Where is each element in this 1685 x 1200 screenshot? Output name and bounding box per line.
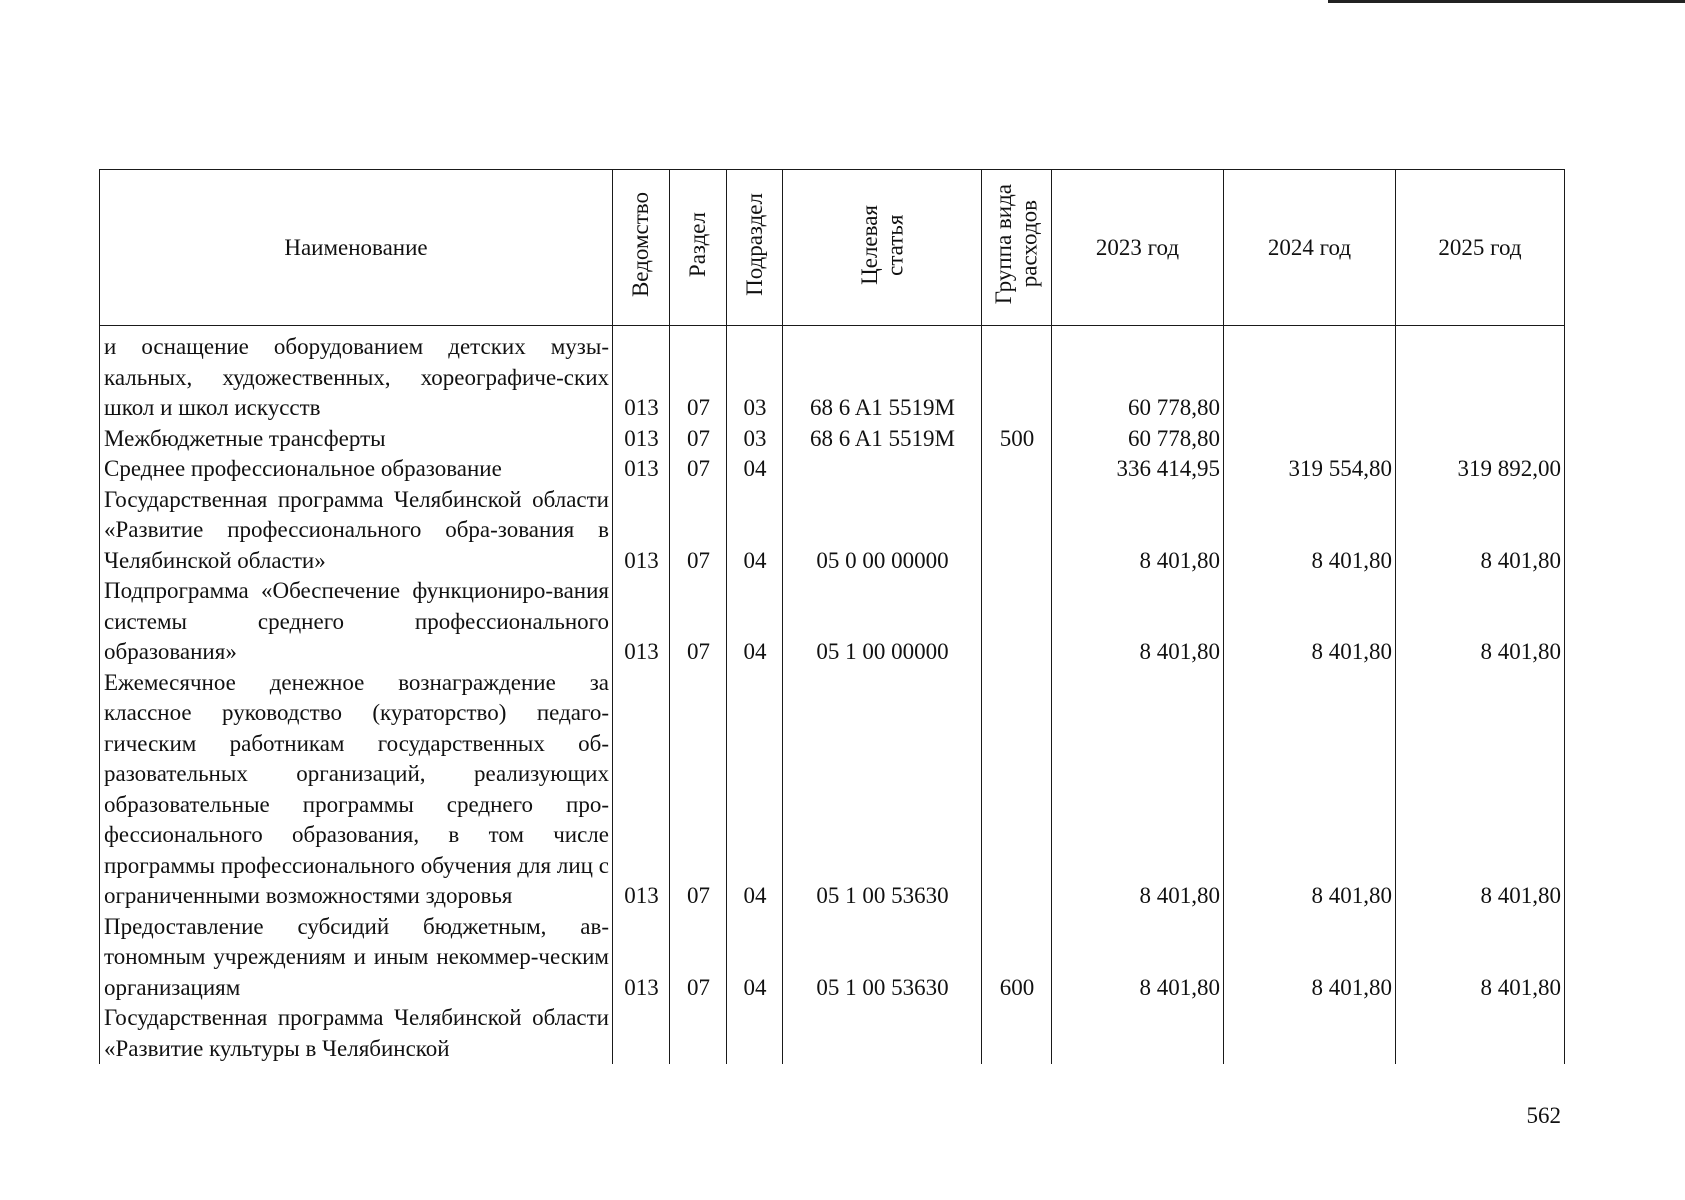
row-celevaya: 05 0 00 00000	[783, 485, 982, 577]
row-razdel: 07	[670, 668, 727, 912]
row-celevaya: 68 6 A1 5519M	[783, 326, 982, 424]
row-vedomstvo: 013	[613, 485, 670, 577]
row-gruppa	[982, 576, 1052, 668]
row-2024: 8 401,80	[1224, 485, 1396, 577]
row-razdel: 07	[670, 424, 727, 455]
header-podrazdel: Подраздел	[727, 170, 783, 326]
row-razdel: 07	[670, 326, 727, 424]
page-number: 562	[1526, 1103, 1561, 1128]
row-razdel: 07	[670, 912, 727, 1004]
row-razdel: 07	[670, 485, 727, 577]
row-2024	[1224, 326, 1396, 424]
row-gruppa	[982, 1003, 1052, 1064]
row-name: Государственная программа Челябинской области «Развитие культуры в Челябинской	[100, 1003, 613, 1064]
row-podrazdel: 03	[727, 424, 783, 455]
table-row	[100, 424, 1565, 455]
table-row	[100, 485, 1565, 577]
row-podrazdel: 04	[727, 576, 783, 668]
row-2023: 8 401,80	[1052, 576, 1224, 668]
row-vedomstvo: 013	[613, 668, 670, 912]
top-edge-rule	[1328, 0, 1685, 3]
row-vedomstvo: 013	[613, 424, 670, 455]
row-podrazdel: 03	[727, 326, 783, 424]
row-razdel	[670, 1003, 727, 1064]
row-2025	[1396, 1003, 1565, 1064]
row-celevaya: 05 1 00 00000	[783, 576, 982, 668]
header-razdel: Раздел	[670, 170, 727, 326]
header-2023: 2023 год	[1052, 170, 1224, 326]
row-2025	[1396, 424, 1565, 455]
row-2024: 8 401,80	[1224, 576, 1396, 668]
row-2025: 8 401,80	[1396, 912, 1565, 1004]
row-gruppa	[982, 454, 1052, 485]
row-celevaya	[783, 454, 982, 485]
row-2023	[1052, 1003, 1224, 1064]
row-2025: 8 401,80	[1396, 668, 1565, 912]
row-vedomstvo: 013	[613, 454, 670, 485]
row-name: Подпрограмма «Обеспечение функциониро-вания системы среднего профессионального образования»	[100, 576, 613, 668]
header-gruppa: Группа вида расходов	[982, 170, 1052, 326]
row-2024: 319 554,80	[1224, 454, 1396, 485]
row-2023: 8 401,80	[1052, 912, 1224, 1004]
row-vedomstvo: 013	[613, 576, 670, 668]
table-row	[100, 912, 1565, 1004]
row-celevaya: 68 6 A1 5519M	[783, 424, 982, 455]
row-podrazdel: 04	[727, 912, 783, 1004]
budget-table	[99, 169, 1565, 1064]
row-razdel: 07	[670, 454, 727, 485]
table-row	[100, 668, 1565, 912]
row-2023: 336 414,95	[1052, 454, 1224, 485]
row-gruppa	[982, 485, 1052, 577]
row-podrazdel	[727, 1003, 783, 1064]
row-2024: 8 401,80	[1224, 912, 1396, 1004]
row-2023: 8 401,80	[1052, 668, 1224, 912]
row-vedomstvo: 013	[613, 326, 670, 424]
header-name: Наименование	[100, 170, 613, 326]
row-celevaya: 05 1 00 53630	[783, 668, 982, 912]
row-name: Среднее профессиональное образование	[100, 454, 613, 485]
row-gruppa	[982, 326, 1052, 424]
row-gruppa: 500	[982, 424, 1052, 455]
row-vedomstvo	[613, 1003, 670, 1064]
table-row	[100, 454, 1565, 485]
row-celevaya	[783, 1003, 982, 1064]
row-2024	[1224, 424, 1396, 455]
row-name: Ежемесячное денежное вознаграждение за классное руководство (кураторство) педаго-гическим работникам государственных об-разовательных организаций, реализующих образовательные программы среднего про-фессионального образования, в том числе программы профессионального обучения для лиц с ограниченными возможностями здоровья	[100, 668, 613, 912]
header-vedomstvo: Ведомство	[613, 170, 670, 326]
row-podrazdel: 04	[727, 485, 783, 577]
row-gruppa	[982, 668, 1052, 912]
row-2025: 8 401,80	[1396, 485, 1565, 577]
row-2024: 8 401,80	[1224, 668, 1396, 912]
row-name: и оснащение оборудованием детских музы-кальных, художественных, хореографиче-ских школ и школ искусств	[100, 326, 613, 424]
row-2023: 60 778,80	[1052, 326, 1224, 424]
row-2023: 60 778,80	[1052, 424, 1224, 455]
header-2025: 2025 год	[1396, 170, 1565, 326]
header-row	[100, 170, 1565, 326]
row-podrazdel: 04	[727, 454, 783, 485]
table-row	[100, 326, 1565, 424]
row-2023: 8 401,80	[1052, 485, 1224, 577]
header-celevaya: Целевая статья	[783, 170, 982, 326]
table-row	[100, 1003, 1565, 1064]
row-2025: 8 401,80	[1396, 576, 1565, 668]
row-name: Межбюджетные трансферты	[100, 424, 613, 455]
row-podrazdel: 04	[727, 668, 783, 912]
row-celevaya: 05 1 00 53630	[783, 912, 982, 1004]
row-2025	[1396, 326, 1565, 424]
row-gruppa: 600	[982, 912, 1052, 1004]
row-name: Предоставление субсидий бюджетным, ав-тономным учреждениям и иным некоммер-ческим организациям	[100, 912, 613, 1004]
row-name: Государственная программа Челябинской области «Развитие профессионального обра-зования в Челябинской области»	[100, 485, 613, 577]
row-2025: 319 892,00	[1396, 454, 1565, 485]
row-vedomstvo: 013	[613, 912, 670, 1004]
row-razdel: 07	[670, 576, 727, 668]
header-2024: 2024 год	[1224, 170, 1396, 326]
table-row	[100, 576, 1565, 668]
row-2024	[1224, 1003, 1396, 1064]
